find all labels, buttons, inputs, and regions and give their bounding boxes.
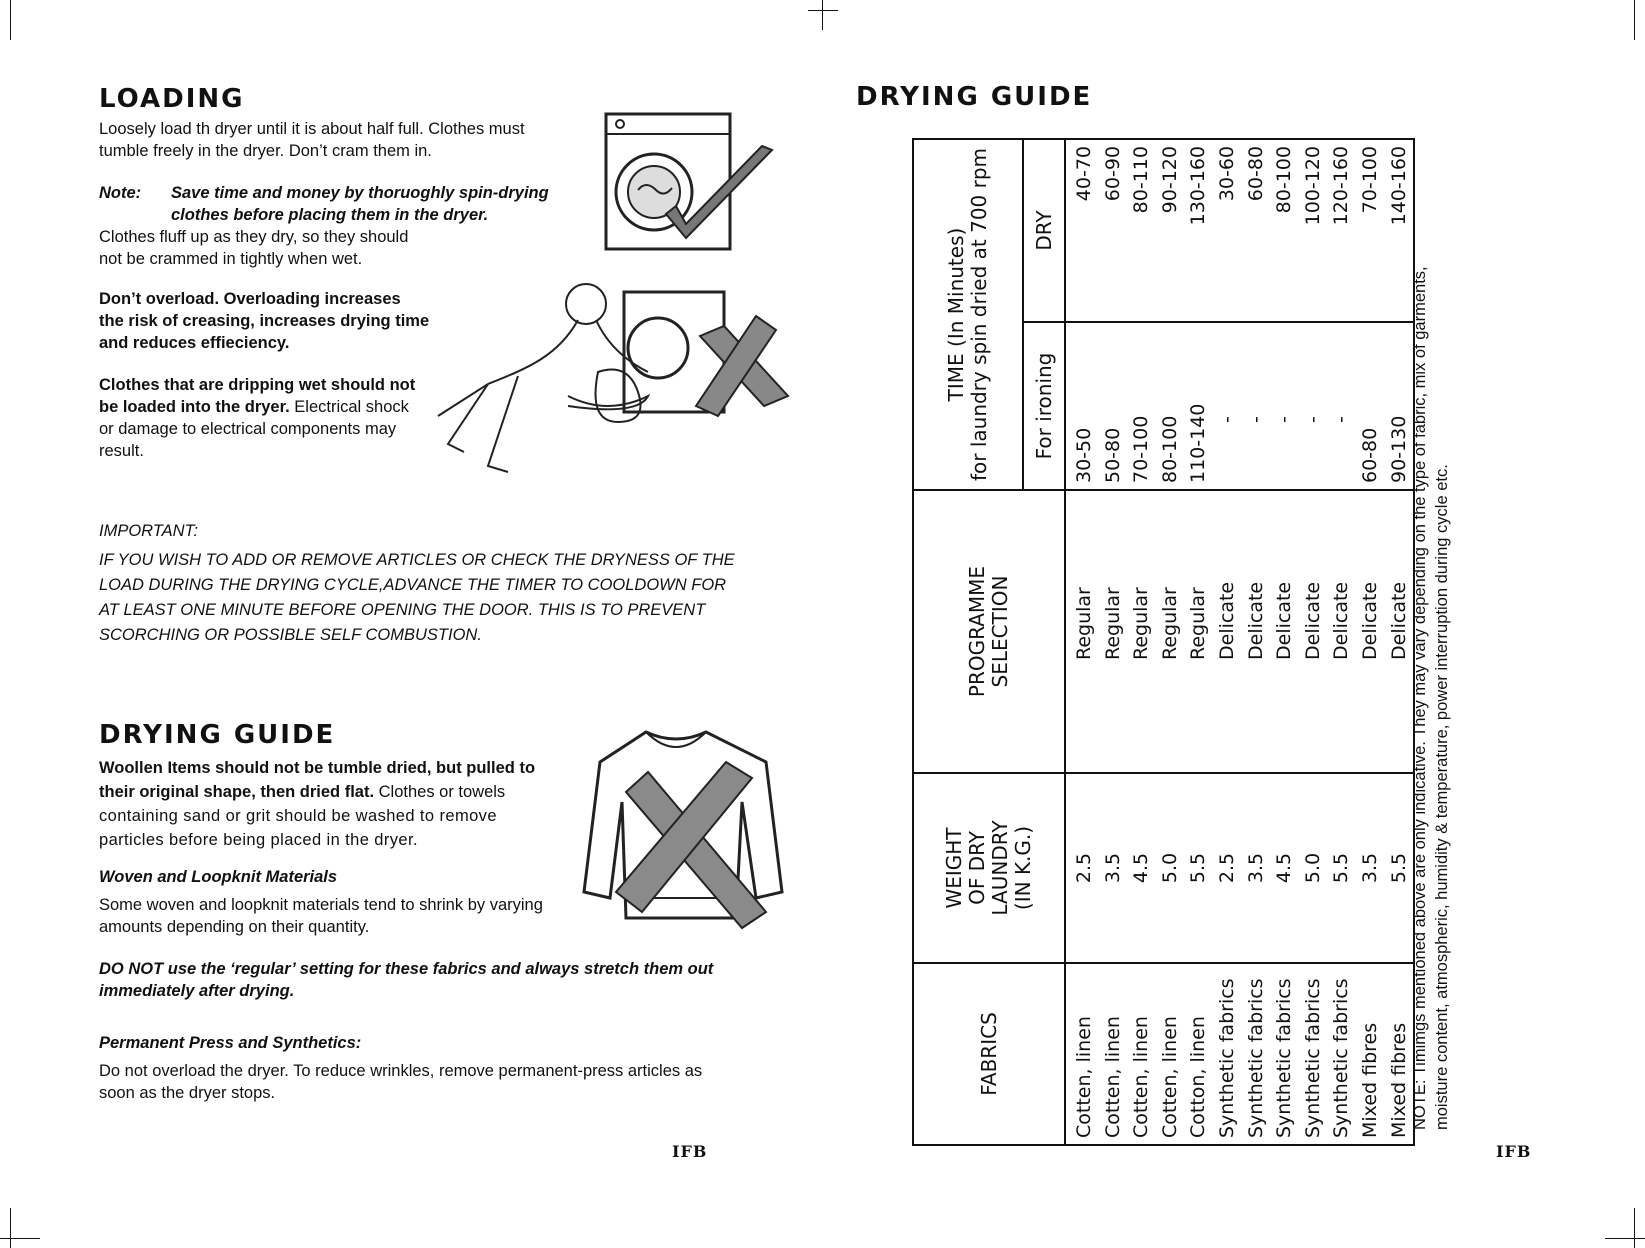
- text-line: Some woven and loopknit materials tend to shrink by varying: [99, 896, 543, 914]
- table-cell-programme: Regular: [1158, 587, 1181, 660]
- header-line: LAUNDRY: [988, 820, 1012, 916]
- table-cell-ironing: 110-140: [1187, 403, 1210, 483]
- header-line: WEIGHT: [942, 827, 966, 909]
- table-cell-programme: Regular: [1187, 587, 1210, 660]
- header-line: PROGRAMME: [965, 565, 989, 698]
- table-cell-dry: 140-160: [1387, 146, 1410, 226]
- header-fabrics: FABRICS: [913, 963, 1065, 1145]
- loading-heading: LOADING: [99, 84, 245, 114]
- table-cell-weight: 5.5: [1187, 852, 1210, 884]
- text-line: tumble freely in the dryer. Don’t cram them in.: [99, 142, 432, 160]
- text-line: Clothes or towels: [374, 783, 506, 801]
- ironing-column: [1065, 322, 1414, 490]
- text-line: Woollen Items should not be tumble dried, but pulled to: [99, 759, 536, 777]
- sweater-cross-illustration: [576, 722, 792, 938]
- overload-warning: [99, 288, 459, 354]
- table-cell-dry: 80-100: [1273, 146, 1296, 214]
- drying-guide-table-wrapper: [912, 140, 1410, 1146]
- text-line: the risk of creasing, increases drying time: [99, 312, 430, 330]
- crop-mark: [1634, 0, 1635, 40]
- text-line: or damage to electrical components may: [99, 420, 397, 438]
- table-cell-programme: Delicate: [1244, 581, 1267, 660]
- table-cell-fabric: Synthetic fabrics: [1273, 978, 1296, 1138]
- header-ironing: For ironing: [1023, 322, 1065, 490]
- text-line: moisture content, atmospheric, humidity & temperature, power interruption during cycle etc.: [1433, 464, 1451, 1130]
- table-cell-weight: 2.5: [1073, 852, 1095, 884]
- table-cell-ironing: -: [1301, 416, 1324, 423]
- table-cell-weight: 5.0: [1158, 852, 1181, 884]
- table-cell-ironing: 90-130: [1387, 415, 1410, 483]
- header-weight: [913, 773, 1065, 963]
- loading-note: [99, 182, 599, 270]
- table-cell-dry: 30-60: [1215, 146, 1238, 202]
- permanent-press-heading: Permanent Press and Synthetics:: [99, 1034, 362, 1052]
- table-cell-programme: Regular: [1073, 587, 1095, 660]
- table-cell-weight: 3.5: [1244, 852, 1267, 884]
- text-line: Loosely load th dryer until it is about half full. Clothes must: [99, 120, 525, 138]
- note-text: clothes before placing them in the dryer.: [171, 206, 489, 224]
- crop-mark: [10, 0, 11, 40]
- dry-column: [1065, 139, 1414, 322]
- drying-guide-heading: DRYING GUIDE: [99, 720, 336, 750]
- important-notice: [99, 520, 779, 648]
- table-cell-weight: 3.5: [1101, 852, 1124, 884]
- dripping-warning: [99, 374, 439, 462]
- header-programme: [913, 490, 1065, 773]
- text-line: be loaded into the dryer.: [99, 398, 290, 416]
- text-line: SCORCHING OR POSSIBLE SELF COMBUSTION.: [99, 626, 482, 644]
- table-cell-fabric: Cotten, linen: [1158, 1016, 1181, 1138]
- table-cell-weight: 4.5: [1130, 852, 1153, 884]
- header-line: (IN K.G.): [1011, 825, 1035, 911]
- ifb-logo: IFB: [672, 1142, 708, 1161]
- table-cell-ironing: 70-100: [1130, 415, 1153, 483]
- table-cell-dry: 130-160: [1187, 146, 1210, 226]
- text-line: LOAD DURING THE DRYING CYCLE,ADVANCE THE TIMER TO COOLDOWN FOR: [99, 576, 727, 594]
- weight-column: [1065, 773, 1414, 963]
- table-cell-ironing: -: [1215, 416, 1238, 423]
- table-cell-fabric: Cotten, linen: [1130, 1016, 1153, 1138]
- regular-setting-warning: [99, 958, 799, 1002]
- text-line: Don’t overload. Overloading increases: [99, 290, 401, 308]
- programme-column: [1065, 490, 1414, 773]
- header-time: [913, 139, 1023, 490]
- crop-mark: [822, 0, 823, 30]
- table-cell-ironing: 30-50: [1073, 427, 1095, 483]
- crop-mark: [808, 10, 838, 11]
- text-line: their original shape, then dried flat.: [99, 783, 375, 801]
- crop-mark: [0, 1238, 40, 1239]
- text-line: and reduces effieciency.: [99, 334, 290, 352]
- text-line: immediately after drying.: [99, 982, 295, 1000]
- important-label: IMPORTANT:: [99, 522, 198, 540]
- table-cell-fabric: Mixed fibres: [1387, 1022, 1410, 1138]
- table-cell-programme: Delicate: [1273, 581, 1296, 660]
- ifb-logo: IFB: [1496, 1142, 1532, 1161]
- table-cell-dry: 70-100: [1358, 146, 1381, 214]
- text-line: soon as the dryer stops.: [99, 1084, 276, 1102]
- text-line: DO NOT use the ‘regular’ setting for these fabrics and always stretch them out: [99, 960, 714, 978]
- text-line: Electrical shock: [289, 398, 409, 416]
- table-cell-programme: Regular: [1130, 587, 1153, 660]
- table-cell-programme: Delicate: [1301, 581, 1324, 660]
- crop-mark: [1634, 1208, 1635, 1248]
- loading-intro: [99, 118, 569, 162]
- crop-mark: [1605, 1238, 1645, 1239]
- table-cell-fabric: Cotton, linen: [1187, 1016, 1210, 1138]
- permanent-press-text: [99, 1060, 799, 1104]
- header-line: OF DRY: [965, 831, 989, 905]
- timing-note: [1409, 90, 1453, 1130]
- text-line: Do not overload the dryer. To reduce wrinkles, remove permanent-press articles as: [99, 1062, 703, 1080]
- table-cell-programme: Regular: [1101, 587, 1124, 660]
- woven-text: [99, 894, 579, 938]
- text-line: AT LEAST ONE MINUTE BEFORE OPENING THE DOOR. THIS IS TO PREVENT: [99, 601, 706, 619]
- text-line: Clothes that are dripping wet should not: [99, 376, 416, 394]
- header-dry: DRY: [1023, 139, 1065, 322]
- table-cell-dry: 100-120: [1301, 146, 1324, 226]
- table-cell-dry: 60-90: [1101, 146, 1124, 202]
- table-cell-programme: Delicate: [1330, 581, 1353, 660]
- table-cell-weight: 2.5: [1215, 852, 1238, 884]
- table-cell-fabric: Synthetic fabrics: [1301, 978, 1324, 1138]
- dryer-check-illustration: [596, 106, 796, 254]
- table-cell-ironing: -: [1330, 416, 1353, 423]
- header-line: SELECTION: [988, 575, 1012, 688]
- table-cell-weight: 5.5: [1330, 852, 1353, 884]
- table-cell-ironing: 60-80: [1358, 427, 1381, 483]
- table-cell-fabric: Synthetic fabrics: [1215, 978, 1238, 1138]
- table-cell-ironing: -: [1273, 416, 1296, 423]
- table-cell-weight: 5.0: [1301, 852, 1324, 884]
- text-line: Clothes fluff up as they dry, so they should: [99, 228, 409, 246]
- text-line: not be crammed in tightly when wet.: [99, 250, 363, 268]
- drying-guide-title: DRYING GUIDE: [856, 82, 1093, 112]
- table-cell-fabric: Cotten, linen: [1101, 1016, 1124, 1138]
- drying-guide-table: [912, 138, 1415, 1146]
- table-cell-ironing: -: [1244, 416, 1267, 423]
- table-cell-programme: Delicate: [1215, 581, 1238, 660]
- table-cell-fabric: Synthetic fabrics: [1244, 978, 1267, 1138]
- table-cell-dry: 120-160: [1330, 146, 1353, 226]
- table-cell-fabric: Mixed fibres: [1358, 1022, 1381, 1138]
- table-cell-programme: Delicate: [1387, 581, 1410, 660]
- table-cell-dry: 90-120: [1158, 146, 1181, 214]
- woven-heading: Woven and Loopknit Materials: [99, 868, 338, 886]
- table-cell-programme: Delicate: [1358, 581, 1381, 660]
- fabrics-column: [1065, 963, 1414, 1145]
- table-cell-weight: 3.5: [1358, 852, 1381, 884]
- text-line: amounts depending on their quantity.: [99, 918, 370, 936]
- header-line: for laundry spin dried at 700 rpm: [967, 147, 991, 482]
- table-cell-fabric: Synthetic fabrics: [1330, 978, 1353, 1138]
- table-cell-dry: 60-80: [1244, 146, 1267, 202]
- table-cell-dry: 80-110: [1130, 146, 1153, 214]
- text-line: containing sand or grit should be washed to remove: [99, 807, 497, 825]
- overloading-illustration: [428, 276, 802, 486]
- header-line: TIME (In Minutes): [944, 227, 968, 402]
- crop-mark: [10, 1208, 11, 1248]
- note-text: Save time and money by thoruoghly spin-drying: [171, 184, 549, 202]
- table-cell-weight: 4.5: [1273, 852, 1296, 884]
- table-cell-dry: 40-70: [1073, 146, 1095, 202]
- woollen-items-text: [99, 756, 579, 852]
- table-cell-ironing: 50-80: [1101, 427, 1124, 483]
- table-cell-weight: 5.5: [1387, 852, 1410, 884]
- table-cell-ironing: 80-100: [1158, 415, 1181, 483]
- table-cell-fabric: Cotten, linen: [1073, 1016, 1095, 1138]
- text-line: result.: [99, 442, 144, 460]
- text-line: particles before being placed in the dryer.: [99, 831, 418, 849]
- text-line: IF YOU WISH TO ADD OR REMOVE ARTICLES OR CHECK THE DRYNESS OF THE: [99, 551, 735, 569]
- text-line: NOTE: Timimgs mentioned above are only indicative. They may vary depending on the type of fabric, mix of garments,: [1411, 266, 1429, 1130]
- note-label: Note:: [99, 184, 142, 202]
